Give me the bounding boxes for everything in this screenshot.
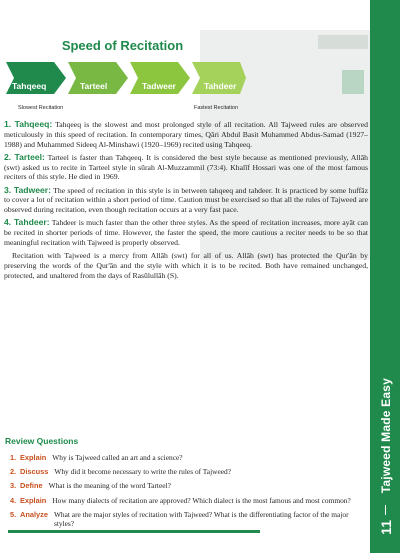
question-verb: Explain	[20, 453, 47, 462]
question-text: What is the meaning of the word Tarteel?	[48, 481, 171, 491]
question-verb: Discuss	[20, 467, 49, 477]
section-text: The speed of recitation in this style is in between tahqeeq and tahdeer. It is practiced by some huffāz to cover a lot of recitation within a short period of time. Caution must be exercised so that all the rules of Tajweed are observed during recitation, even though recitation occurs at a very fast pace.	[4, 185, 368, 215]
section-tarteel	[4, 153, 368, 182]
question-number: 5.	[10, 509, 17, 519]
main-text	[4, 120, 368, 284]
figure-title: Speed of Recitation	[61, 38, 184, 53]
question-verb: Define	[20, 481, 43, 491]
faded-background-accent	[342, 70, 364, 94]
section-text: Tarteel is faster than Tahqeeq. It is considered the best style because as mentioned previously, Allāh (swt) asked us to recite in Tarteel style in sūrah Al-Muzzammil (73:4). Khalīf Hossari was one of the most famous reciters of this style. He died in 1969.	[4, 152, 368, 182]
question-number: 4.	[10, 495, 17, 505]
question-text: Why is Tajweed called an art and a science?	[52, 453, 183, 462]
section-tahdeer	[4, 218, 368, 247]
closing-paragraph: Recitation with Tajweed is a mercy from Allāh (swt) for all of us. Allāh (swt) has protected the Qur'ān by preserving the words of the Qur'ān and the style with which it is to be recited. Both have remained unchanged, protected, and unaltered from the days of Rasūlullāh (S).	[4, 251, 368, 280]
review-question	[10, 496, 368, 506]
review-question	[10, 510, 368, 529]
book-title: Tajweed Made Easy	[379, 378, 393, 494]
review-question	[10, 481, 368, 491]
section-text: Tahqeeq is the slowest and most prolonged style of all recitation. All Tajweed rules are observed meticulously in this speed of recitation. In contemporary times, Qāri Abdul Basit Muhammed Abdus-Samad (1927–1988) and Muhammed Sideeq Al-Minshawi (1920–1969) recited using Tahqeeq.	[4, 120, 368, 149]
question-text: What are the major styles of recitation with Tajweed? What is the differentiating factor of the major styles?	[53, 509, 349, 529]
question-verb: Explain	[20, 495, 47, 505]
bottom-rule	[8, 530, 260, 533]
section-text: Tahdeer is much faster than the other three styles. As the speed of recitation increases, more ayāt can be recited in shorter periods of time. However, the faster the speed, the more cautious a reciter needs to be so that meaningful recitation with Tajweed is properly observed.	[4, 218, 368, 247]
page-number: 11	[378, 520, 394, 535]
sidebar-separator	[385, 505, 386, 515]
section-heading: 4. Tahdeer:	[4, 217, 50, 228]
question-number: 2.	[10, 467, 17, 477]
question-text: Why did it become necessary to write the rules of Tajweed?	[54, 467, 232, 477]
slowest-label: Slowest Recitation	[18, 105, 64, 111]
question-number: 3.	[10, 481, 17, 491]
faded-background-chip	[318, 35, 368, 49]
review-questions-title: Review Questions	[5, 436, 79, 446]
arrow-label-tadweer: Tadweer	[142, 81, 176, 91]
arrow-label-tahdeer: Tahdeer	[204, 81, 237, 91]
question-number: 1.	[10, 453, 17, 462]
section-heading: 2. Tarteel:	[4, 151, 45, 162]
speed-arrows	[6, 58, 246, 98]
section-heading: 3. Tadweer:	[4, 184, 52, 195]
arrow-label-tarteel: Tarteel	[80, 81, 108, 91]
review-question	[10, 453, 368, 463]
question-text: How many dialects of recitation are approved? Which dialect is the most famous and most common?	[52, 495, 351, 505]
section-heading: 1. Tahqeeq:	[4, 119, 53, 129]
fastest-label: Fastest Recitation	[194, 105, 239, 111]
question-verb: Analyze	[20, 509, 48, 519]
section-tadweer	[4, 186, 368, 215]
review-question	[10, 467, 368, 477]
section-tahqeeq	[4, 120, 368, 149]
chapter-sidebar	[370, 0, 400, 553]
arrow-label-tahqeeq: Tahqeeq	[12, 81, 47, 91]
review-questions-list	[10, 453, 368, 534]
